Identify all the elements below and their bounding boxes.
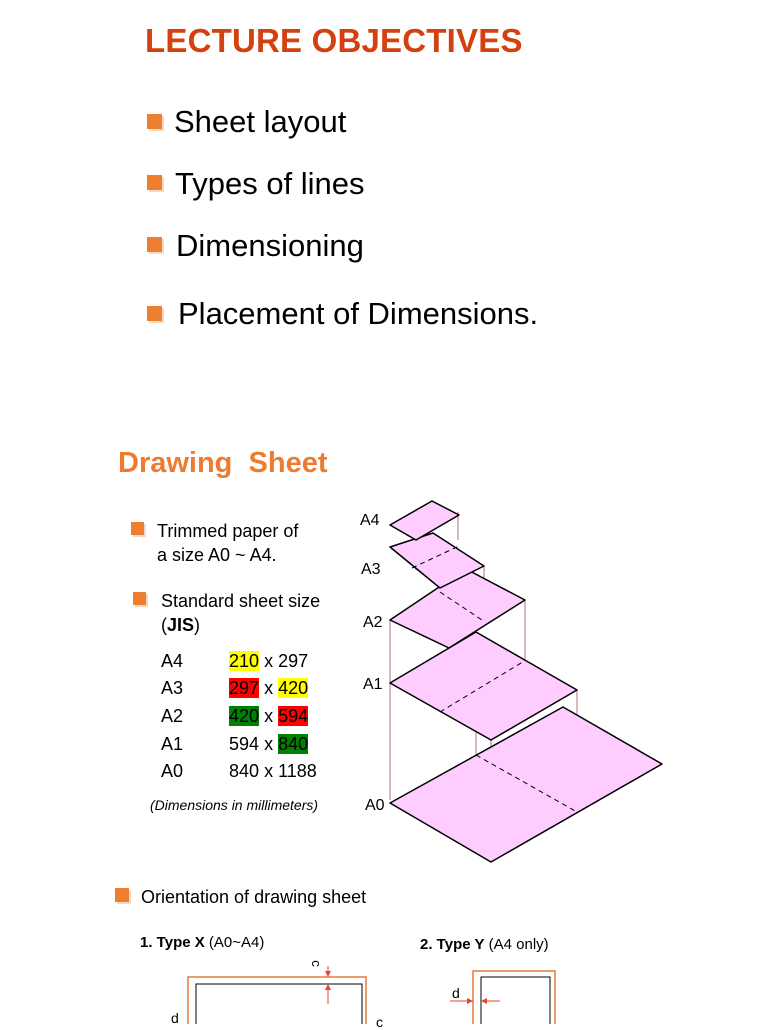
margin-d-label: d [171,1010,179,1026]
standard-line-2 [161,613,320,637]
times-sign: x [264,651,274,671]
width-value: 840 [229,761,260,781]
size-name: A4 [161,651,184,671]
iso-label-a2: A2 [363,614,383,631]
bullet-square-icon [131,522,144,535]
width-value: 420 [229,706,260,726]
objective-item: Placement of Dimensions. [178,296,539,331]
size-dims [229,761,317,782]
bullet-square-icon [147,175,162,190]
trimmed-paper-text [157,519,298,567]
size-name: A1 [161,734,184,754]
standard-line-1: Standard sheet size [161,591,321,611]
bullet-square-icon [115,888,129,902]
margin-c-label: c [308,960,324,967]
margin-d-label-y: d [452,985,460,1001]
width-value: 297 [229,678,260,698]
bullet-square-icon [147,114,162,129]
times-sign: x [264,678,274,698]
standard-size-text [161,589,320,637]
type-x-label [140,934,264,951]
size-name: A0 [161,761,184,781]
trimmed-line-2: a size A0 ~ A4. [157,545,277,565]
bullet-square-icon [147,306,162,321]
size-name: A2 [161,706,184,726]
sheet-a2-shape [390,569,525,648]
size-dims [229,734,308,755]
height-value: 297 [278,651,309,671]
objective-item: Types of lines [175,166,365,201]
height-value: 1188 [278,761,317,781]
jis-label: JIS [167,615,195,635]
width-value: 210 [229,651,260,671]
sheet-a0-shape [390,707,662,862]
section-title: Drawing Sheet [118,447,328,479]
size-name: A3 [161,678,184,698]
times-sign: x [264,761,274,781]
height-value: 594 [278,706,309,726]
objective-item: Dimensioning [176,228,364,263]
iso-label-a1: A1 [363,676,383,693]
dimensions-note: (Dimensions in millimeters) [150,797,319,813]
width-value: 594 [229,734,260,754]
times-sign: x [264,734,274,754]
type-y-range: (A4 only) [488,936,549,953]
objective-item: Sheet layout [174,104,347,139]
lecture-title: LECTURE OBJECTIVES [145,22,523,59]
size-dims [229,706,308,727]
type-x-sheet-diagram [150,955,400,1024]
type-y-label [420,936,549,953]
sheet-size-diagram [355,495,675,870]
iso-label-a3: A3 [361,561,381,578]
margin-c-label-right: c [376,1014,383,1030]
size-dims [229,678,308,699]
times-sign: x [264,706,274,726]
bullet-square-icon [147,237,162,252]
type-y-bold: 2. Type Y [420,936,485,953]
iso-label-a0: A0 [365,797,385,814]
type-x-range: (A0~A4) [208,934,265,951]
iso-label-a4: A4 [360,512,380,529]
type-x-bold: 1. Type X [140,934,205,951]
sheet-a4-shape [390,501,459,540]
paren-close: ) [194,615,201,635]
orientation-text: Orientation of drawing sheet [141,887,367,907]
bullet-square-icon [133,592,146,605]
height-value: 840 [278,734,309,754]
height-value: 420 [278,678,309,698]
paren-open: ( [161,615,167,635]
size-dims [229,651,308,672]
trimmed-line-1: Trimmed paper of [157,521,299,541]
